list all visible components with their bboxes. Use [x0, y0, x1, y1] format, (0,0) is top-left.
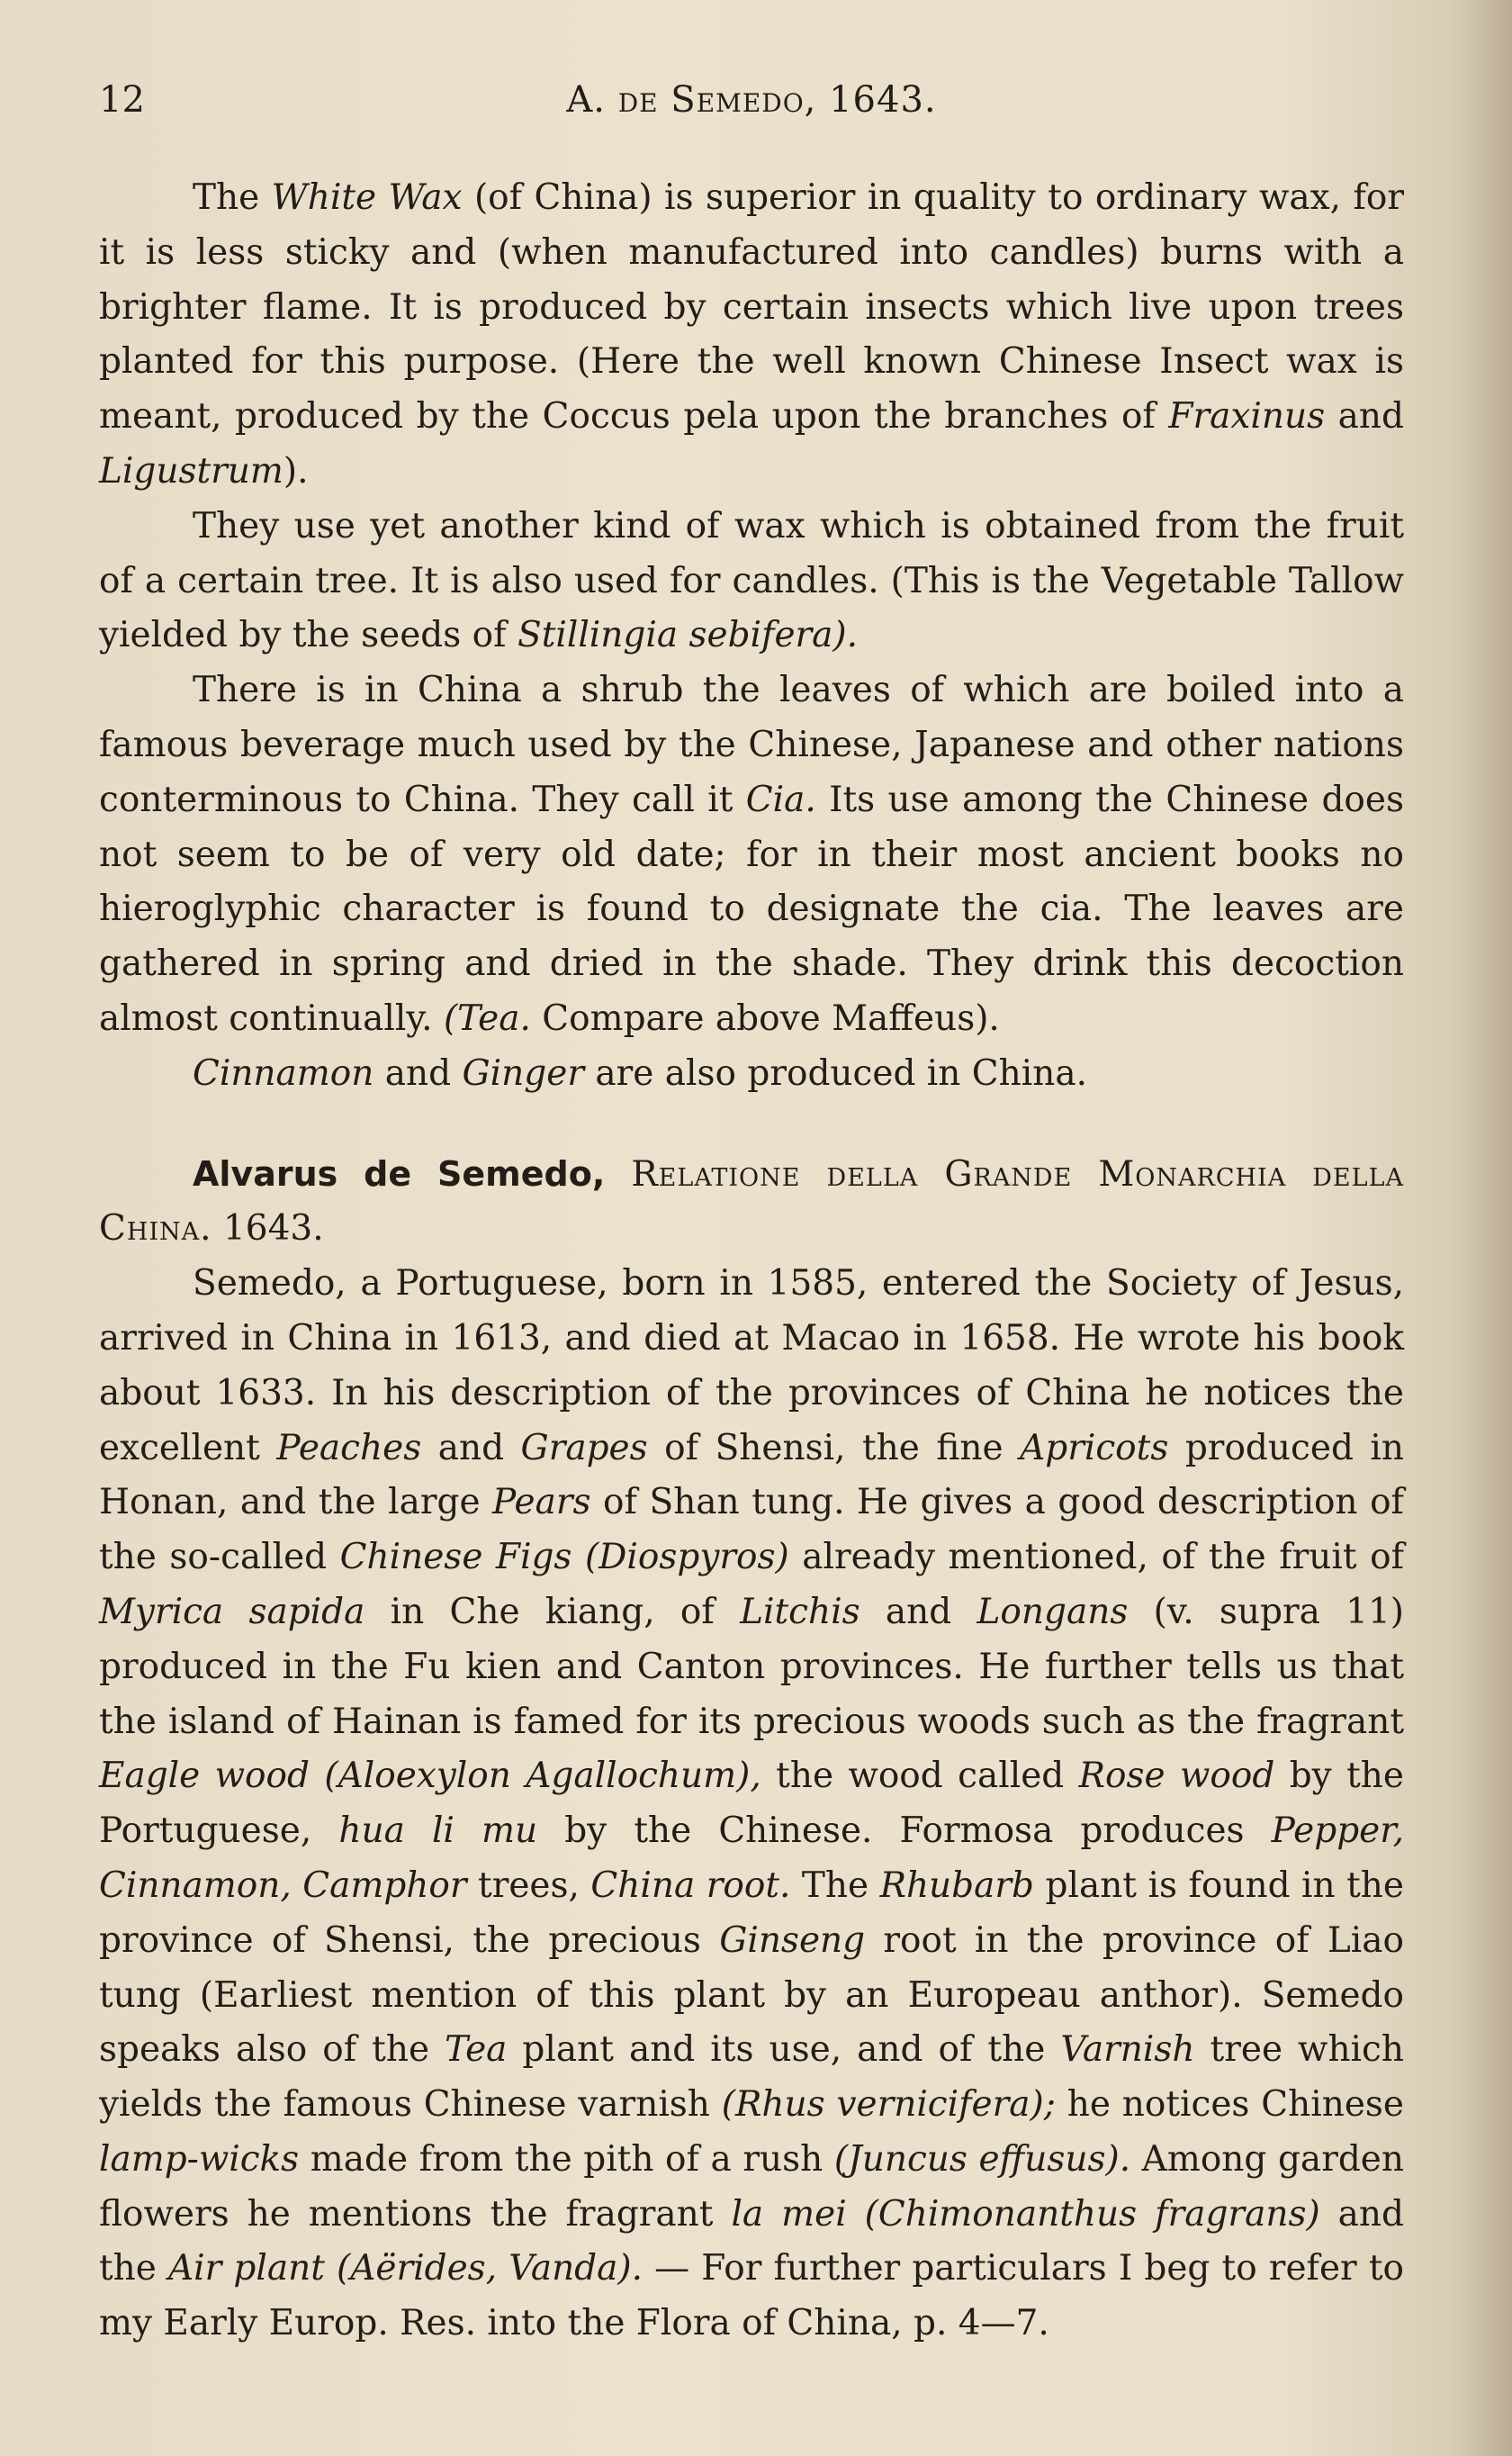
- page-header: [99, 79, 1404, 133]
- work-year: 1643.: [212, 1208, 324, 1250]
- paragraph-tea: There is in China a shrub the leaves of which are boiled into a famous beverage much used by the Chinese, Japanese and other nations conterminous to China. They call it Cia. Its use among the Chinese does not seem to be of very old date; for in their most ancient books no hieroglyphic character is found to designate the cia. The leaves are gathered in spring and dried in the shade. They drink this decoction almost continually. (Tea. Compare above Maffeus).: [99, 670, 1404, 1039]
- work-title: Relatione della Grande Monarchia della China.: [99, 1153, 1404, 1250]
- author-name: Alvarus de Semedo,: [193, 1153, 606, 1194]
- running-title: A. de Semedo, 1643.: [566, 79, 937, 121]
- paragraph-cinnamon-ginger: Cinnamon and Ginger are also produced in China.: [193, 1052, 1087, 1094]
- paragraph-vegetable-tallow: They use yet another kind of wax which is obtained from the fruit of a certain tree. It is also used for candles. (This is the Vegetable Tallow yielded by the seeds of Stillingia sebifera).: [99, 505, 1404, 656]
- body-text: [99, 171, 1404, 2352]
- section-heading: [99, 1147, 1404, 1258]
- paragraph-white-wax: The White Wax (of China) is superior in quality to ordinary wax, for it is less sticky and (when manufactured into candles) burns with a brighter flame. It is produced by certain insects which live upon trees planted for this purpose. (Here the well known Chinese Insect wax is meant, produced by the Coccus pela upon the branches of Fraxinus and Ligustrum).: [99, 177, 1404, 492]
- paragraph-semedo: Semedo, a Portuguese, born in 1585, entered the Society of Jesus, arrived in China in 1613, and died at Macao in 1658. He wrote his book about 1633. In his description of the provinces of China he notices the excellent Peaches and Grapes of Shensi, the fine Apricots produced in Honan, and the large Pears of Shan tung. He gives a good description of the so-called Chinese Figs (Diospyros) already mentioned, of the fruit of Myrica sapida in Che kiang, of Litchis and Longans (v. supra 11) produced in the Fu kien and Canton provinces. He further tells us that the island of Hainan is famed for its precious woods such as the fragrant Eagle wood (Aloexylon Agallochum), the wood called Rose wood by the Portuguese, hua li mu by the Chinese. Formosa produces Pepper, Cinnamon, Camphor trees, China root. The Rhubarb plant is found in the province of Shensi, the precious Ginseng root in the province of Liao tung (Earliest mention of this plant by an Europeau anthor). Semedo speaks also of the Tea plant and its use, and of the Varnish tree which yields the famous Chinese varnish (Rhus vernicifera); he notices Chinese lamp-wicks made from the pith of a rush (Juncus effusus). Among garden flowers he mentions the fragrant la mei (Chimonanthus fragrans) and the Air plant (Aërides, Vanda). — For further particulars I beg to refer to my Early Europ. Res. into the Flora of China, p. 4—7.: [99, 1263, 1405, 2344]
- page-number: 12: [99, 79, 145, 121]
